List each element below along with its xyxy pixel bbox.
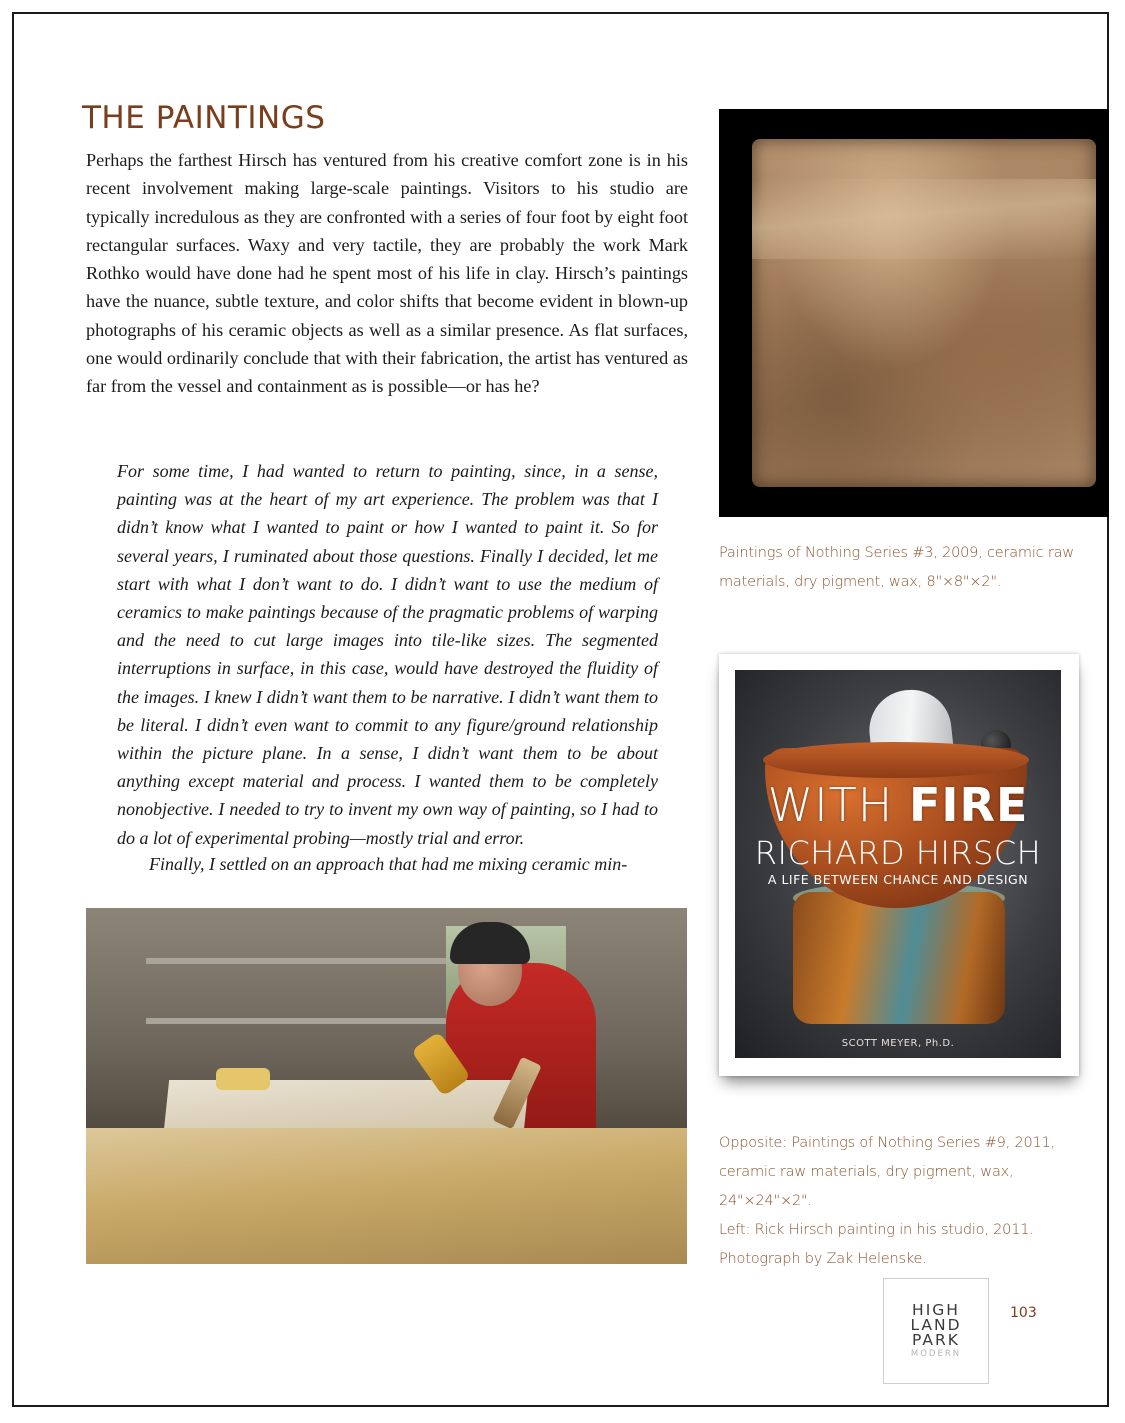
highland-park-logo bbox=[883, 1278, 989, 1384]
block-quote-continuation: Finally, I settled on an approach that had me mixing ceramic min- bbox=[149, 854, 628, 874]
book-subtitle: A LIFE BETWEEN CHANCE AND DESIGN bbox=[767, 872, 1029, 887]
studio-shelf bbox=[146, 958, 446, 964]
studio-shelf bbox=[146, 1018, 446, 1024]
book-author-name: RICHARD HIRSCH bbox=[754, 834, 1042, 872]
pedestal-base bbox=[793, 892, 1005, 1024]
book-cover bbox=[719, 654, 1079, 1076]
logo-line-3: PARK bbox=[912, 1331, 960, 1349]
book-title-fire: FIRE bbox=[908, 778, 1029, 832]
logo-line-1: HIGH bbox=[912, 1301, 960, 1319]
logo-line-4: MODERN bbox=[910, 1349, 962, 1359]
sponge bbox=[216, 1068, 270, 1090]
painting-texture bbox=[752, 179, 1096, 259]
book-cover-image bbox=[735, 670, 1061, 1058]
page-number: 103 bbox=[1010, 1305, 1037, 1321]
block-quote: For some time, I had wanted to return to painting, since, in a sense, painting was at the heart of my art experience. The problem was that I didn’t know what I wanted to paint or how I wanted to paint it. So for several years, I ruminated about those questions. Finally I decided, let me start with what I don’t want to do. I didn’t want to use the medium of ceramics to make paintings because of the pragmatic problems of warping and the need to cut large images into tile-like sizes. The segmented interruptions in surface, in this case, would have destroyed the fluidity of the images. I knew I didn’t want them to be narrative. I didn’t want them to be literal. I didn’t even want to commit to any figure/ground relationship within the picture plane. In a sense, I didn’t want them to be about anything except material and process. I wanted them to be completely nonobjective. I needed to try to invent my own way of painting, so I had to do a lot of experimental probing—mostly trial and error. bbox=[117, 461, 658, 848]
body-paragraph: Perhaps the farthest Hirsch has ventured from his creative comfort zone is in his recent involvement making large-scale paintings. Visitors to his studio are typically incredulous as they are confronted with a series of four foot by eight foot rectangular surfaces. Waxy and very tactile, they are probably the work Mark Rothko would have done had he spent most of his life in clay. Hirsch’s paintings have the nuance, subtle texture, and color shifts that become evident in blown-up photographs of his ceramic objects as well as a similar presence. As flat surfaces, one would ordinarily conclude that with their fabrication, the artist has ventured as far from the vessel and containment as is possible—or has he? bbox=[86, 150, 688, 397]
caption-group bbox=[719, 1129, 1099, 1274]
painting-surface bbox=[86, 1128, 687, 1264]
caption-opposite: Opposite: Paintings of Nothing Series #9, 2011, ceramic raw materials, dry pigment, wax, 24"×24"×2". bbox=[719, 1135, 1055, 1209]
ceramic-painting-image bbox=[752, 139, 1096, 487]
caption-artwork: Paintings of Nothing Series #3, 2009, ceramic raw materials, dry pigment, wax, 8"×8"×2". bbox=[719, 545, 1074, 590]
caption-left: Left: Rick Hirsch painting in his studio, 2011. Photograph by Zak Helenske. bbox=[719, 1222, 1034, 1267]
book-byline: SCOTT MEYER, Ph.D. bbox=[841, 1038, 955, 1049]
section-heading: THE PAINTINGS bbox=[82, 100, 326, 136]
studio-photo bbox=[86, 908, 687, 1264]
artwork-photo bbox=[719, 109, 1109, 517]
logo-line-2: LAND bbox=[910, 1316, 962, 1334]
book-title-with: WITH bbox=[767, 778, 894, 832]
book-title bbox=[735, 778, 1061, 832]
bowl-rim bbox=[763, 742, 1029, 778]
